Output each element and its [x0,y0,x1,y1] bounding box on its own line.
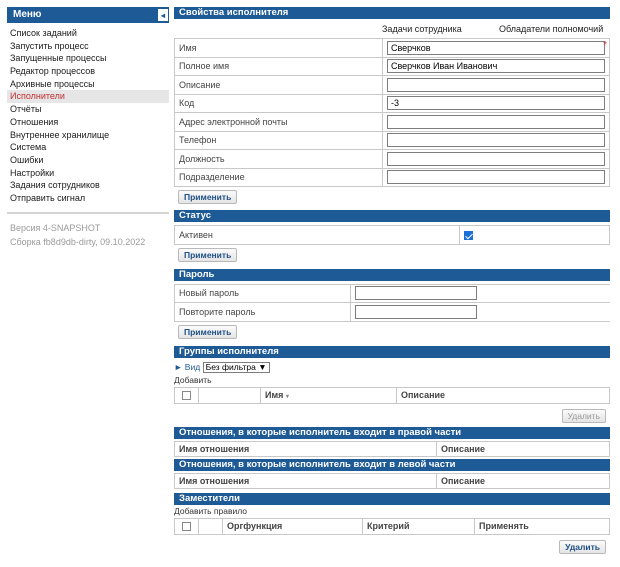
sidebar-item[interactable]: Отправить сигнал [10,192,86,203]
property-label: Адрес электронной почты [175,113,383,132]
add-rule-link[interactable]: Добавить правило [174,505,248,516]
property-row [175,131,610,150]
substitutes-col-criterion[interactable]: Критерий [363,518,475,534]
sidebar-item[interactable]: Архивные процессы [10,78,95,89]
groups-select-all-checkbox[interactable] [182,391,191,400]
status-apply-button[interactable]: Применить [178,248,237,262]
sidebar [7,7,169,249]
sidebar-item[interactable]: Настройки [10,167,55,178]
properties-form [174,38,610,187]
relations-left-col-name[interactable]: Имя отношения [175,473,437,488]
relations-right-col-description[interactable]: Описание [437,441,610,456]
property-row [175,57,610,76]
active-checkbox[interactable] [464,231,473,240]
property-value-cell [383,113,610,132]
groups-spacer-cell [199,387,261,403]
substitutes-select-all-checkbox[interactable] [182,522,191,531]
relations-right-table [174,441,610,457]
property-label: Имя [175,39,383,58]
property-value-cell [383,57,610,76]
property-value-cell [383,39,610,58]
property-input-wrap [387,41,605,55]
groups-add-link[interactable]: Добавить [174,374,212,385]
sidebar-item[interactable]: Запустить процесс [10,40,89,51]
property-row [175,150,610,169]
relations-left-header: Отношения, в которые исполнитель входит в левой части [174,459,610,471]
property-input[interactable] [387,170,605,184]
active-label: Активен [175,226,460,245]
property-input-wrap [387,78,605,92]
property-row [175,113,610,132]
sort-icon: ▾ [285,394,289,400]
groups-view-row [174,360,610,374]
active-cell [460,226,610,245]
menu-title: Меню [13,9,42,20]
properties-apply-button[interactable]: Применить [178,190,237,204]
property-input-wrap [387,152,605,166]
menu-divider [7,212,169,214]
sidebar-item[interactable]: Запущенные процессы [10,53,107,64]
substitutes-delete-button[interactable]: Удалить [559,540,606,554]
password-header: Пароль [174,269,610,281]
property-input-wrap [387,115,605,129]
relations-right-header: Отношения, в которые исполнитель входит в правой части [174,427,610,439]
sidebar-item[interactable]: Отчёты [10,104,42,115]
tab-employee-tasks[interactable]: Задачи сотрудника [382,24,462,34]
new-password-cell [351,284,611,303]
password-apply-button[interactable]: Применить [178,325,237,339]
password-form [174,284,610,322]
tab-permission-owners[interactable]: Обладатели полномочий [499,24,604,34]
property-input[interactable] [387,96,605,110]
property-input[interactable] [387,133,605,147]
collapse-menu-icon[interactable]: ◂ [157,8,169,22]
version-text: Версия 4-SNAPSHOT [10,222,101,233]
property-input-wrap [387,96,605,110]
property-input[interactable] [387,59,605,73]
properties-tabs [174,19,610,38]
substitutes-col-orgfunction[interactable]: Оргфункция [223,518,363,534]
substitutes-table [174,518,610,535]
new-password-input[interactable] [355,286,477,300]
filter-select-value: Без фильтра [205,361,256,372]
groups-table-header [175,387,610,403]
substitutes-col-apply[interactable]: Применять [475,518,610,534]
relations-right-col-name[interactable]: Имя отношения [175,441,437,456]
build-text: Сборка fb8d9db-dirty, 09.10.2022 [10,236,146,247]
sidebar-item[interactable]: Ошибки [10,154,44,165]
property-value-cell [383,150,610,169]
groups-table [174,387,610,404]
required-marker: * [603,39,607,51]
property-row [175,76,610,95]
sidebar-item[interactable]: Редактор процессов [10,66,96,77]
repeat-password-label: Повторите пароль [175,303,351,322]
property-input[interactable] [387,115,605,129]
property-label: Код [175,94,383,113]
relations-left-table [174,473,610,489]
property-row [175,39,610,58]
menu-header [7,7,169,23]
chevron-down-icon: ▼ [258,361,267,372]
status-form [174,225,610,245]
property-row [175,168,610,187]
property-label: Подразделение [175,168,383,187]
property-value-cell [383,131,610,150]
property-input[interactable] [387,78,605,92]
repeat-password-input[interactable] [355,305,477,319]
property-label: Должность [175,150,383,169]
property-input[interactable] [387,152,605,166]
groups-delete-button[interactable]: Удалить [562,409,606,423]
sidebar-item[interactable]: Список заданий [10,28,77,38]
property-value-cell [383,76,610,95]
substitutes-spacer-cell [199,518,223,534]
sidebar-item[interactable]: Система [10,142,47,153]
substitutes-header: Заместители [174,493,610,505]
property-label: Полное имя [175,57,383,76]
filter-select[interactable] [203,362,270,373]
property-value-cell [383,94,610,113]
property-input-wrap [387,170,605,184]
properties-header: Свойства исполнителя [174,7,610,19]
main-content [174,7,610,555]
property-row [175,94,610,113]
menu-list [7,27,169,205]
sidebar-item[interactable]: Задания сотрудников [10,180,100,191]
property-value-cell [383,168,610,187]
property-input[interactable] [387,41,605,55]
property-input-wrap [387,59,605,73]
view-toggle[interactable]: ► Вид [174,361,201,372]
property-input-wrap [387,133,605,147]
sidebar-item[interactable]: Исполнители [7,90,169,103]
groups-col-description[interactable]: Описание [397,387,610,403]
relations-left-col-description[interactable]: Описание [437,473,610,488]
property-label: Описание [175,76,383,95]
groups-header: Группы исполнителя [174,346,610,358]
groups-col-name-label: Имя [265,390,284,400]
sidebar-item[interactable]: Внутреннее хранилище [10,129,110,140]
groups-select-all-cell [175,387,199,403]
repeat-password-cell [351,303,611,322]
groups-col-name[interactable] [261,387,397,403]
new-password-label: Новый пароль [175,284,351,303]
sidebar-item[interactable]: Отношения [10,116,59,127]
status-header: Статус [174,210,610,222]
property-label: Телефон [175,131,383,150]
substitutes-select-all-cell [175,518,199,534]
